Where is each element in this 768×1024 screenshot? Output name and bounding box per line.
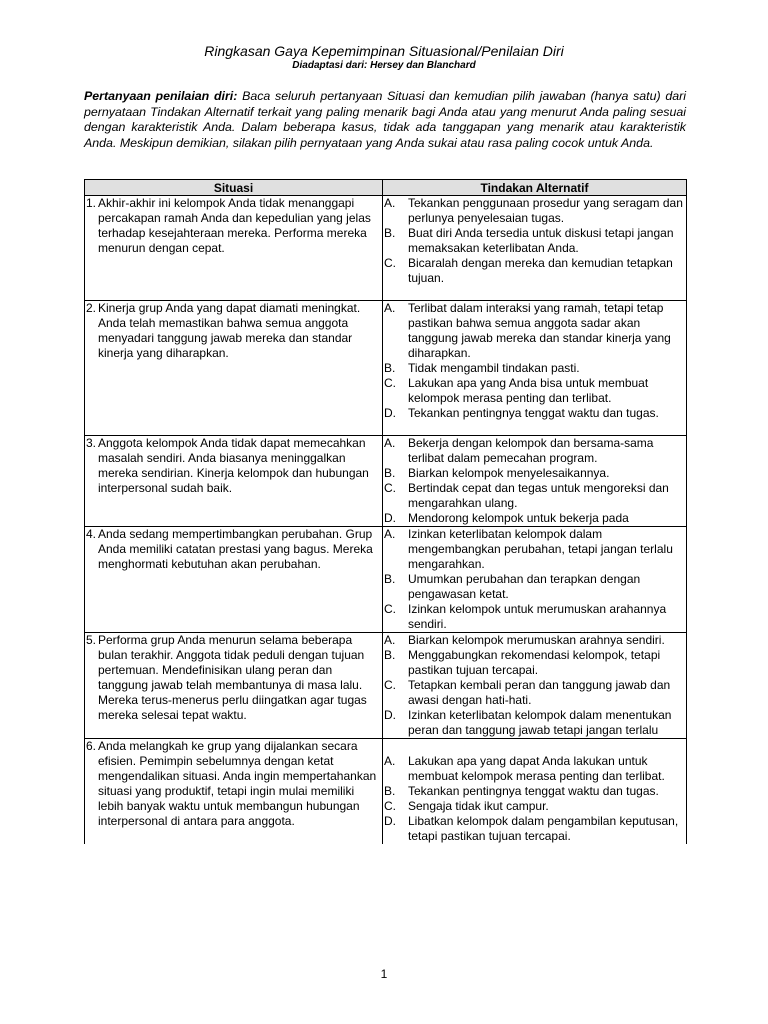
options-cell — [383, 633, 687, 739]
option-letter: B. — [384, 466, 396, 480]
option-letter: D. — [384, 814, 396, 828]
situation-cell — [85, 633, 383, 739]
option-item — [383, 436, 684, 466]
page-title: Ringkasan Gaya Kepemimpinan Situasional/Penilaian Diri — [204, 43, 564, 59]
option-item — [383, 361, 684, 376]
option-text: Bicaralah dengan mereka dan kemudian tetapkan tujuan. — [408, 256, 673, 285]
option-text: Bertindak cepat dan tegas untuk mengoreksi dan mengarahkan ulang. — [408, 481, 669, 510]
option-item — [383, 466, 684, 481]
intro-paragraph — [84, 89, 686, 151]
situation-text: Anda melangkah ke grup yang dijalankan secara efisien. Pemimpin sebelumnya dengan ketat mengendalikan situasi. Anda ingin mempertahankan situasi yang produktif, tetapi ingin mulai memiliki lebih banyak waktu untuk membangun hubungan interpersonal di antara para anggota. — [98, 739, 377, 828]
table-row — [85, 301, 687, 436]
table-row — [85, 633, 687, 739]
situation-text: Kinerja grup Anda yang dapat diamati meningkat. Anda telah memastikan bahwa semua anggota menyadari tanggung jawab mereka dan standar kinerja yang diharapkan. — [98, 301, 361, 360]
option-letter: B. — [384, 361, 396, 375]
options-cell — [383, 436, 687, 527]
situation-number: 1. — [86, 196, 97, 210]
situation-number: 2. — [86, 301, 97, 315]
option-letter: C. — [384, 678, 396, 692]
option-item — [383, 406, 684, 421]
option-text: Tekankan penggunaan prosedur yang seragam dan perlunya penyelesaian tugas. — [408, 196, 683, 225]
option-letter: D. — [384, 406, 396, 420]
option-letter: C. — [384, 799, 396, 813]
option-letter: D. — [384, 708, 396, 722]
intro-text: Baca seluruh pertanyaan Situasi dan kemudian pilih jawaban (hanya satu) dari pernyataan Tindakan Alternatif terkait yang paling menarik bagi Anda atau yang menurut Anda paling sesuai dengan karakteristik Anda. Dalam beberapa kasus, tidak ada tanggapan yang menarik atau karakteristik Anda. Meskipun demikian, silakan pilih pernyataan yang Anda sukai atau rasa paling cocok untuk Anda. — [84, 89, 686, 150]
option-letter: B. — [384, 648, 396, 662]
option-text: Lakukan apa yang Anda bisa untuk membuat kelompok merasa penting dan terlibat. — [408, 376, 649, 405]
option-item — [383, 602, 684, 632]
option-text: Biarkan kelompok menyelesaikannya. — [408, 466, 610, 480]
option-text: Sengaja tidak ikut campur. — [408, 799, 549, 813]
option-item — [383, 784, 684, 799]
option-text: Menggabungkan rekomendasi kelompok, tetapi pastikan tujuan tercapai. — [408, 648, 661, 677]
situation-text: Anda sedang mempertimbangkan perubahan. Grup Anda memiliki catatan prestasi yang bagus. Mereka menghormati kebutuhan akan perubahan. — [98, 527, 373, 571]
options-cell — [383, 196, 687, 301]
option-text: Mendorong kelompok untuk bekerja pada — [408, 511, 629, 525]
page-subtitle: Diadaptasi dari: Hersey dan Blanchard — [292, 60, 476, 71]
option-letter: A. — [384, 196, 396, 210]
option-letter: C. — [384, 256, 396, 270]
option-text: Tekankan pentingnya tenggat waktu dan tugas. — [408, 406, 659, 420]
option-item — [383, 376, 684, 406]
option-item — [383, 799, 684, 814]
option-letter: A. — [384, 436, 396, 450]
option-text: Biarkan kelompok merumuskan arahnya sendiri. — [408, 633, 665, 647]
situation-cell — [85, 301, 383, 436]
table-row — [85, 527, 687, 633]
situation-cell — [85, 436, 383, 527]
option-item — [383, 301, 684, 361]
situation-text: Akhir-akhir ini kelompok Anda tidak menanggapi percakapan ramah Anda dan kepedulian yang jelas terhadap kesejahteraan mereka. Performa mereka menurun dengan cepat. — [98, 196, 371, 255]
situation-number: 5. — [86, 633, 97, 647]
option-item — [383, 572, 684, 602]
table-header-row — [85, 180, 687, 196]
situation-number: 3. — [86, 436, 97, 450]
option-letter: C. — [384, 602, 396, 616]
assessment-table — [84, 179, 687, 844]
option-letter: B. — [384, 572, 396, 586]
option-text: Bekerja dengan kelompok dan bersama-sama terlibat dalam pemecahan program. — [408, 436, 654, 465]
option-letter: B. — [384, 226, 396, 240]
situation-number: 6. — [86, 739, 97, 753]
option-item — [383, 708, 684, 738]
option-text: Buat diri Anda tersedia untuk diskusi tetapi jangan memaksakan keterlibatan Anda. — [408, 226, 674, 255]
option-item — [383, 633, 684, 648]
option-letter: A. — [384, 301, 396, 315]
option-text: Terlibat dalam interaksi yang ramah, tetapi tetap pastikan bahwa semua anggota sadar akan tanggung jawab mereka dan standar kinerja yang diharapkan. — [408, 301, 671, 360]
situation-number: 4. — [86, 527, 97, 541]
option-text: Lakukan apa yang dapat Anda lakukan untuk membuat kelompok merasa penting dan terlibat. — [408, 754, 665, 783]
header-tindakan: Tindakan Alternatif — [383, 180, 687, 196]
situation-cell — [85, 739, 383, 845]
option-item — [383, 256, 684, 286]
option-item — [383, 226, 684, 256]
option-letter: D. — [384, 511, 396, 525]
option-text: Izinkan keterlibatan kelompok dalam mengembangkan perubahan, tetapi jangan terlalu mengarahkan. — [408, 527, 673, 571]
option-text: Tetapkan kembali peran dan tanggung jawab dan awasi dengan hati-hati. — [408, 678, 671, 707]
table-row — [85, 196, 687, 301]
options-cell — [383, 739, 687, 845]
option-text: Umumkan perubahan dan terapkan dengan pengawasan ketat. — [408, 572, 641, 601]
option-text: Tidak mengambil tindakan pasti. — [408, 361, 580, 375]
situation-cell — [85, 196, 383, 301]
options-cell — [383, 301, 687, 436]
table-row — [85, 739, 687, 845]
situation-text: Performa grup Anda menurun selama beberapa bulan terakhir. Anggota tidak peduli dengan tujuan pertemuan. Mendefinisikan ulang peran dan tanggung jawab telah membantunya di masa lalu. Mereka terus-menerus perlu diingatkan agar tugas mereka selesai tepat waktu. — [98, 633, 367, 722]
option-text: Izinkan kelompok untuk merumuskan arahannya sendiri. — [408, 602, 667, 631]
option-letter: B. — [384, 784, 396, 798]
header-situasi: Situasi — [85, 180, 383, 196]
situation-text: Anggota kelompok Anda tidak dapat memecahkan masalah sendiri. Anda biasanya meninggalkan mereka sendirian. Kinerja kelompok dan hubungan interpersonal sudah baik. — [98, 436, 369, 495]
option-item — [383, 511, 684, 526]
page-number: 1 — [380, 967, 388, 981]
option-item — [383, 527, 684, 572]
option-item — [383, 648, 684, 678]
option-item — [383, 814, 684, 844]
options-cell — [383, 527, 687, 633]
option-item — [383, 196, 684, 226]
option-letter: C. — [384, 376, 396, 390]
option-letter: A. — [384, 633, 396, 647]
option-text: Libatkan kelompok dalam pengambilan keputusan, tetapi pastikan tujuan tercapai. — [408, 814, 679, 843]
option-item — [383, 481, 684, 511]
option-letter: A. — [384, 527, 396, 541]
option-item — [383, 678, 684, 708]
option-letter: A. — [384, 754, 396, 768]
situation-cell — [85, 527, 383, 633]
option-text: Izinkan keterlibatan kelompok dalam menentukan peran dan tanggung jawab tetapi jangan terlalu — [408, 708, 672, 737]
intro-label: Pertanyaan penilaian diri: — [84, 89, 238, 103]
table-row — [85, 436, 687, 527]
option-item — [383, 754, 684, 784]
option-letter: C. — [384, 481, 396, 495]
option-text: Tekankan pentingnya tenggat waktu dan tugas. — [408, 784, 659, 798]
